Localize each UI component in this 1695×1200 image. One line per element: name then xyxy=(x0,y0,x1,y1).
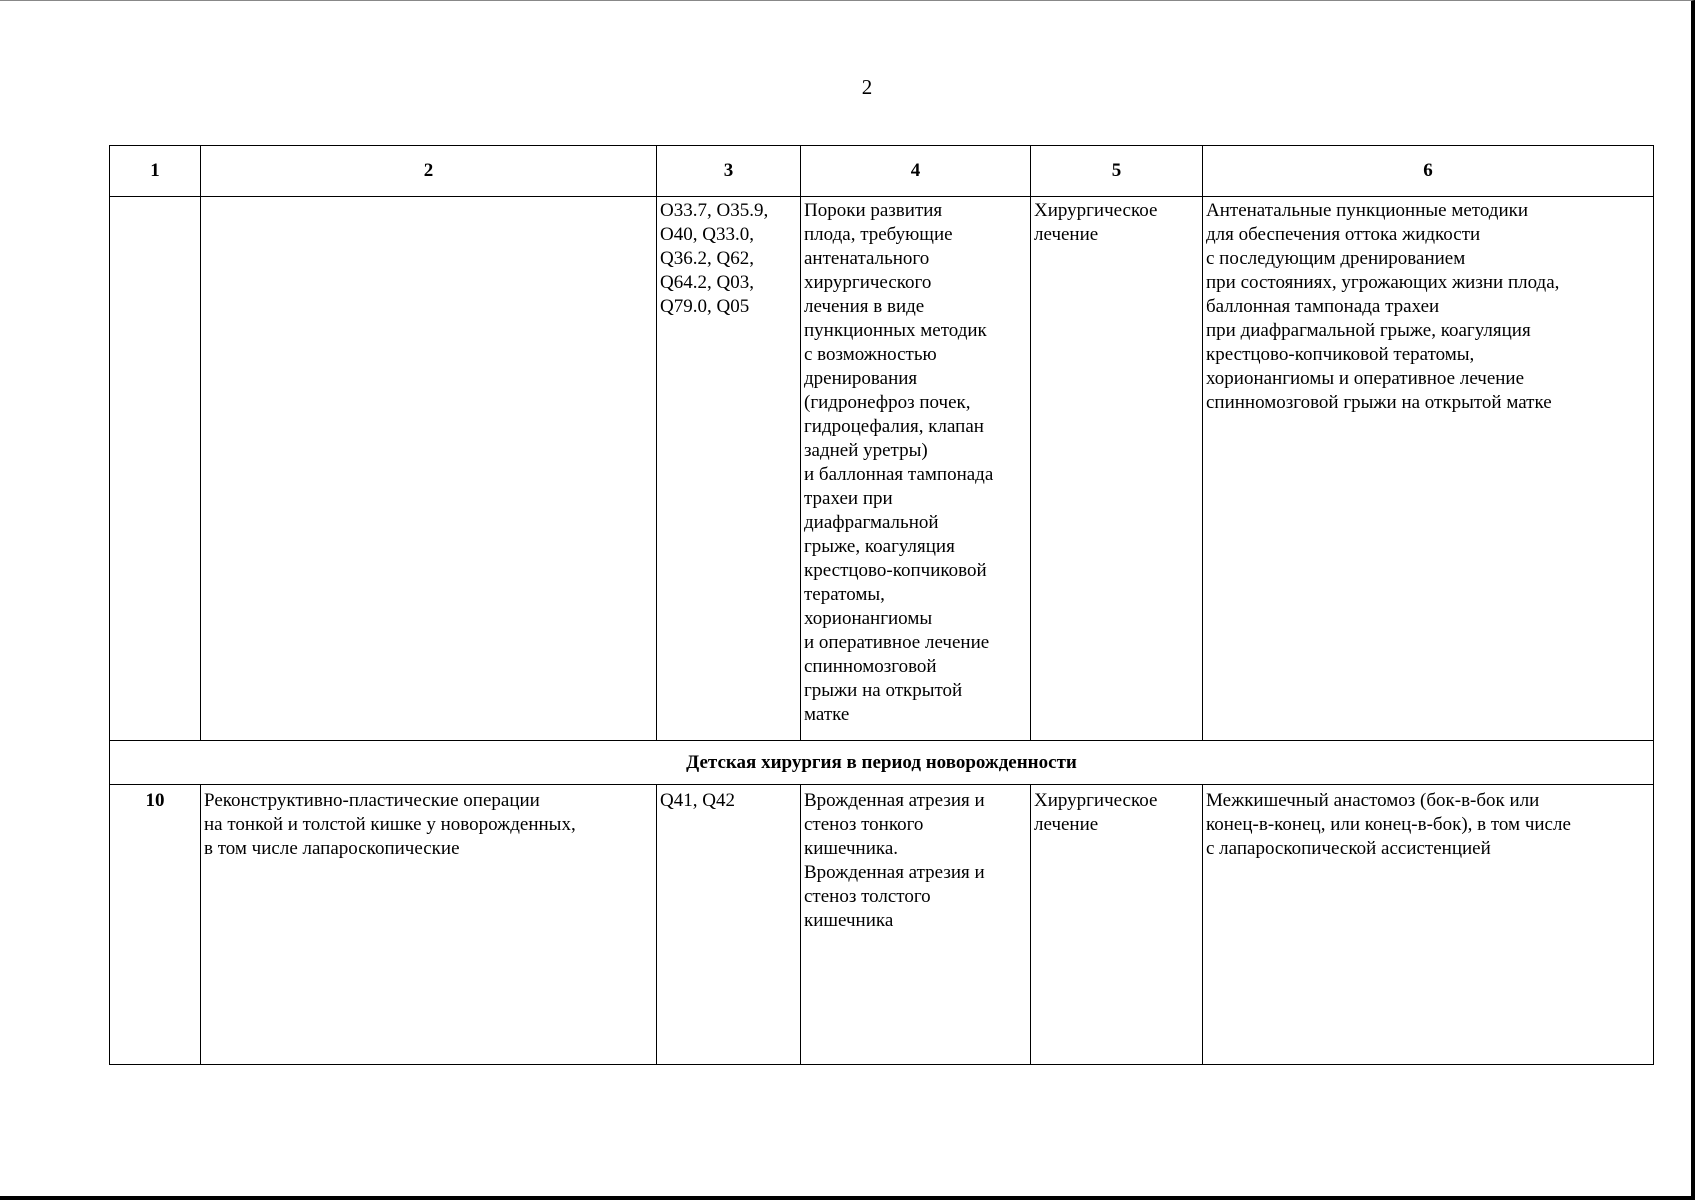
column-header-5: 5 xyxy=(1031,146,1203,197)
cell-procedure-name: Реконструктивно-пластические операции на тонкой и толстой кишке у новорожденных, в том числе лапароскопические xyxy=(201,785,657,1065)
section-title: Детская хирургия в период новорожденности xyxy=(110,741,1654,785)
table-header-row xyxy=(110,146,1654,197)
cell-diagnosis: Врожденная атрезия и стеноз тонкого кишечника. Врожденная атрезия и стеноз толстого кишечника xyxy=(801,785,1031,1065)
cell-procedure-name xyxy=(201,197,657,741)
column-header-4: 4 xyxy=(801,146,1031,197)
page-number: 2 xyxy=(861,75,873,99)
column-header-6: 6 xyxy=(1203,146,1654,197)
column-header-1: 1 xyxy=(110,146,201,197)
table-row xyxy=(110,785,1654,1065)
column-header-3: 3 xyxy=(657,146,801,197)
table-row xyxy=(110,197,1654,741)
cell-number xyxy=(110,197,201,741)
section-heading-row xyxy=(110,741,1654,785)
cell-icd-codes: Q41, Q42 xyxy=(657,785,801,1065)
cell-icd-codes: O33.7, O35.9, O40, Q33.0, Q36.2, Q62, Q64.2, Q03, Q79.0, Q05 xyxy=(657,197,801,741)
cell-treatment-type: Хирургическое лечение xyxy=(1031,197,1203,741)
cell-method: Межкишечный анастомоз (бок-в-бок или конец-в-конец, или конец-в-бок), в том числе с лапароскопической ассистенцией xyxy=(1203,785,1654,1065)
cell-method: Антенатальные пункционные методики для обеспечения оттока жидкости с последующим дренированием при состояниях, угрожающих жизни плода, баллонная тампонада трахеи при диафрагмальной грыже, коагуляция крестцово-копчиковой тератомы, хорионангиомы и оперативное лечение спинномозговой грыжи на открытой матке xyxy=(1203,197,1654,741)
medical-procedures-table xyxy=(109,145,1654,1065)
cell-number: 10 xyxy=(110,785,201,1065)
cell-treatment-type: Хирургическое лечение xyxy=(1031,785,1203,1065)
cell-diagnosis: Пороки развития плода, требующие антенатального хирургического лечения в виде пункционных методик с возможностью дренирования (гидронефроз почек, гидроцефалия, клапан задней уретры) и баллонная тампонада трахеи при диафрагмальной грыже, коагуляция крестцово-копчиковой тератомы, хорионангиомы и оперативное лечение спинномозговой грыжи на открытой матке xyxy=(801,197,1031,741)
column-header-2: 2 xyxy=(201,146,657,197)
